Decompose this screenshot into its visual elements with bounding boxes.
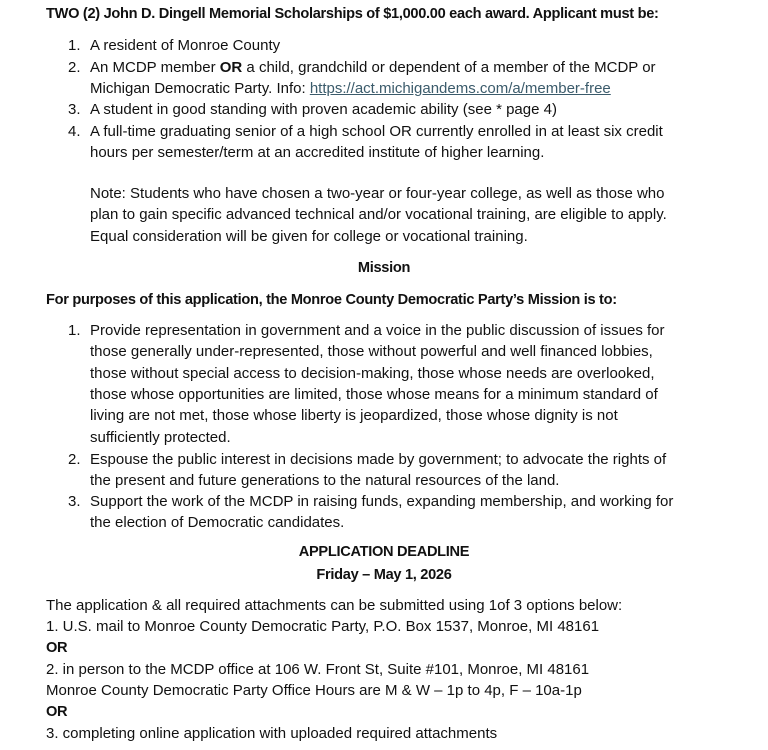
- list-number: 4.: [68, 123, 81, 140]
- text: An MCDP member: [90, 59, 220, 76]
- list-item: A student in good standing with proven academic ability (see * page 4): [90, 101, 557, 118]
- deadline-date: Friday – May 1, 2026: [316, 567, 452, 583]
- or-bold: OR: [219, 59, 243, 76]
- list-number: 2.: [68, 59, 81, 76]
- list-item: Support the work of the MCDP in raising funds, expanding membership, and working for: [90, 493, 674, 510]
- list-item-continued: those without special access to decision-making, those whose needs are overlooked,: [90, 365, 655, 382]
- list-item-continued: those whose opportunities are limited, those whose means for a minimum standard of: [90, 386, 658, 403]
- list-item: Provide representation in government and a voice in the public discussion of issues for: [90, 322, 665, 339]
- member-link[interactable]: https://act.michigandems.com/a/member-free: [309, 80, 611, 97]
- option-in-person: 2. in person to the MCDP office at 106 W. Front St, Suite #101, Monroe, MI 48161: [46, 661, 590, 678]
- list-item: A full-time graduating senior of a high school OR currently enrolled in at least six credit: [90, 123, 663, 140]
- list-item-continued: [90, 79, 611, 99]
- list-item-continued: hours per semester/term at an accredited institute of higher learning.: [90, 144, 545, 161]
- office-hours: Monroe County Democratic Party Office Hours are M & W – 1p to 4p, F – 10a-1p: [46, 682, 582, 699]
- list-number: 2.: [68, 451, 81, 468]
- list-item-continued: the present and future generations to the natural resources of the land.: [90, 472, 560, 489]
- or-label: OR: [46, 704, 68, 720]
- or-label: OR: [46, 640, 68, 656]
- list-number: 3.: [68, 101, 81, 118]
- list-item-continued: the election of Democratic candidates.: [90, 514, 345, 531]
- list-number: 3.: [68, 493, 81, 510]
- list-item-continued: those generally under-represented, those without powerful and well financed lobbies,: [90, 343, 653, 360]
- option-online: 3. completing online application with uploaded required attachments: [46, 725, 498, 742]
- list-item: A resident of Monroe County: [90, 37, 281, 54]
- list-item: [90, 58, 656, 78]
- text: Michigan Democratic Party. Info:: [90, 80, 310, 97]
- list-item-continued: sufficiently protected.: [90, 429, 231, 446]
- option-mail: 1. U.S. mail to Monroe County Democratic Party, P.O. Box 1537, Monroe, MI 48161: [46, 618, 600, 635]
- note-line: Note: Students who have chosen a two-year or four-year college, as well as those who: [90, 185, 665, 202]
- mission-heading: For purposes of this application, the Monroe County Democratic Party’s Mission is to:: [46, 292, 617, 308]
- list-item-continued: living are not met, those whose liberty is jeopardized, those whose dignity is not: [90, 407, 618, 424]
- list-number: 1.: [68, 322, 81, 339]
- list-number: 1.: [68, 37, 81, 54]
- note-line: Equal consideration will be given for college or vocational training.: [90, 228, 528, 245]
- text: a child, grandchild or dependent of a member of the MCDP or: [242, 59, 656, 76]
- mission-title: Mission: [357, 260, 411, 276]
- deadline-title: APPLICATION DEADLINE: [298, 544, 470, 560]
- submission-intro: The application & all required attachments can be submitted using 1of 3 options below:: [46, 597, 623, 614]
- scholarship-heading: TWO (2) John D. Dingell Memorial Scholarships of $1,000.00 each award. Applicant must be:: [46, 6, 659, 22]
- list-item: Espouse the public interest in decisions made by government; to advocate the rights of: [90, 451, 667, 468]
- note-line: plan to gain specific advanced technical and/or vocational training, are eligible to apply.: [90, 206, 667, 223]
